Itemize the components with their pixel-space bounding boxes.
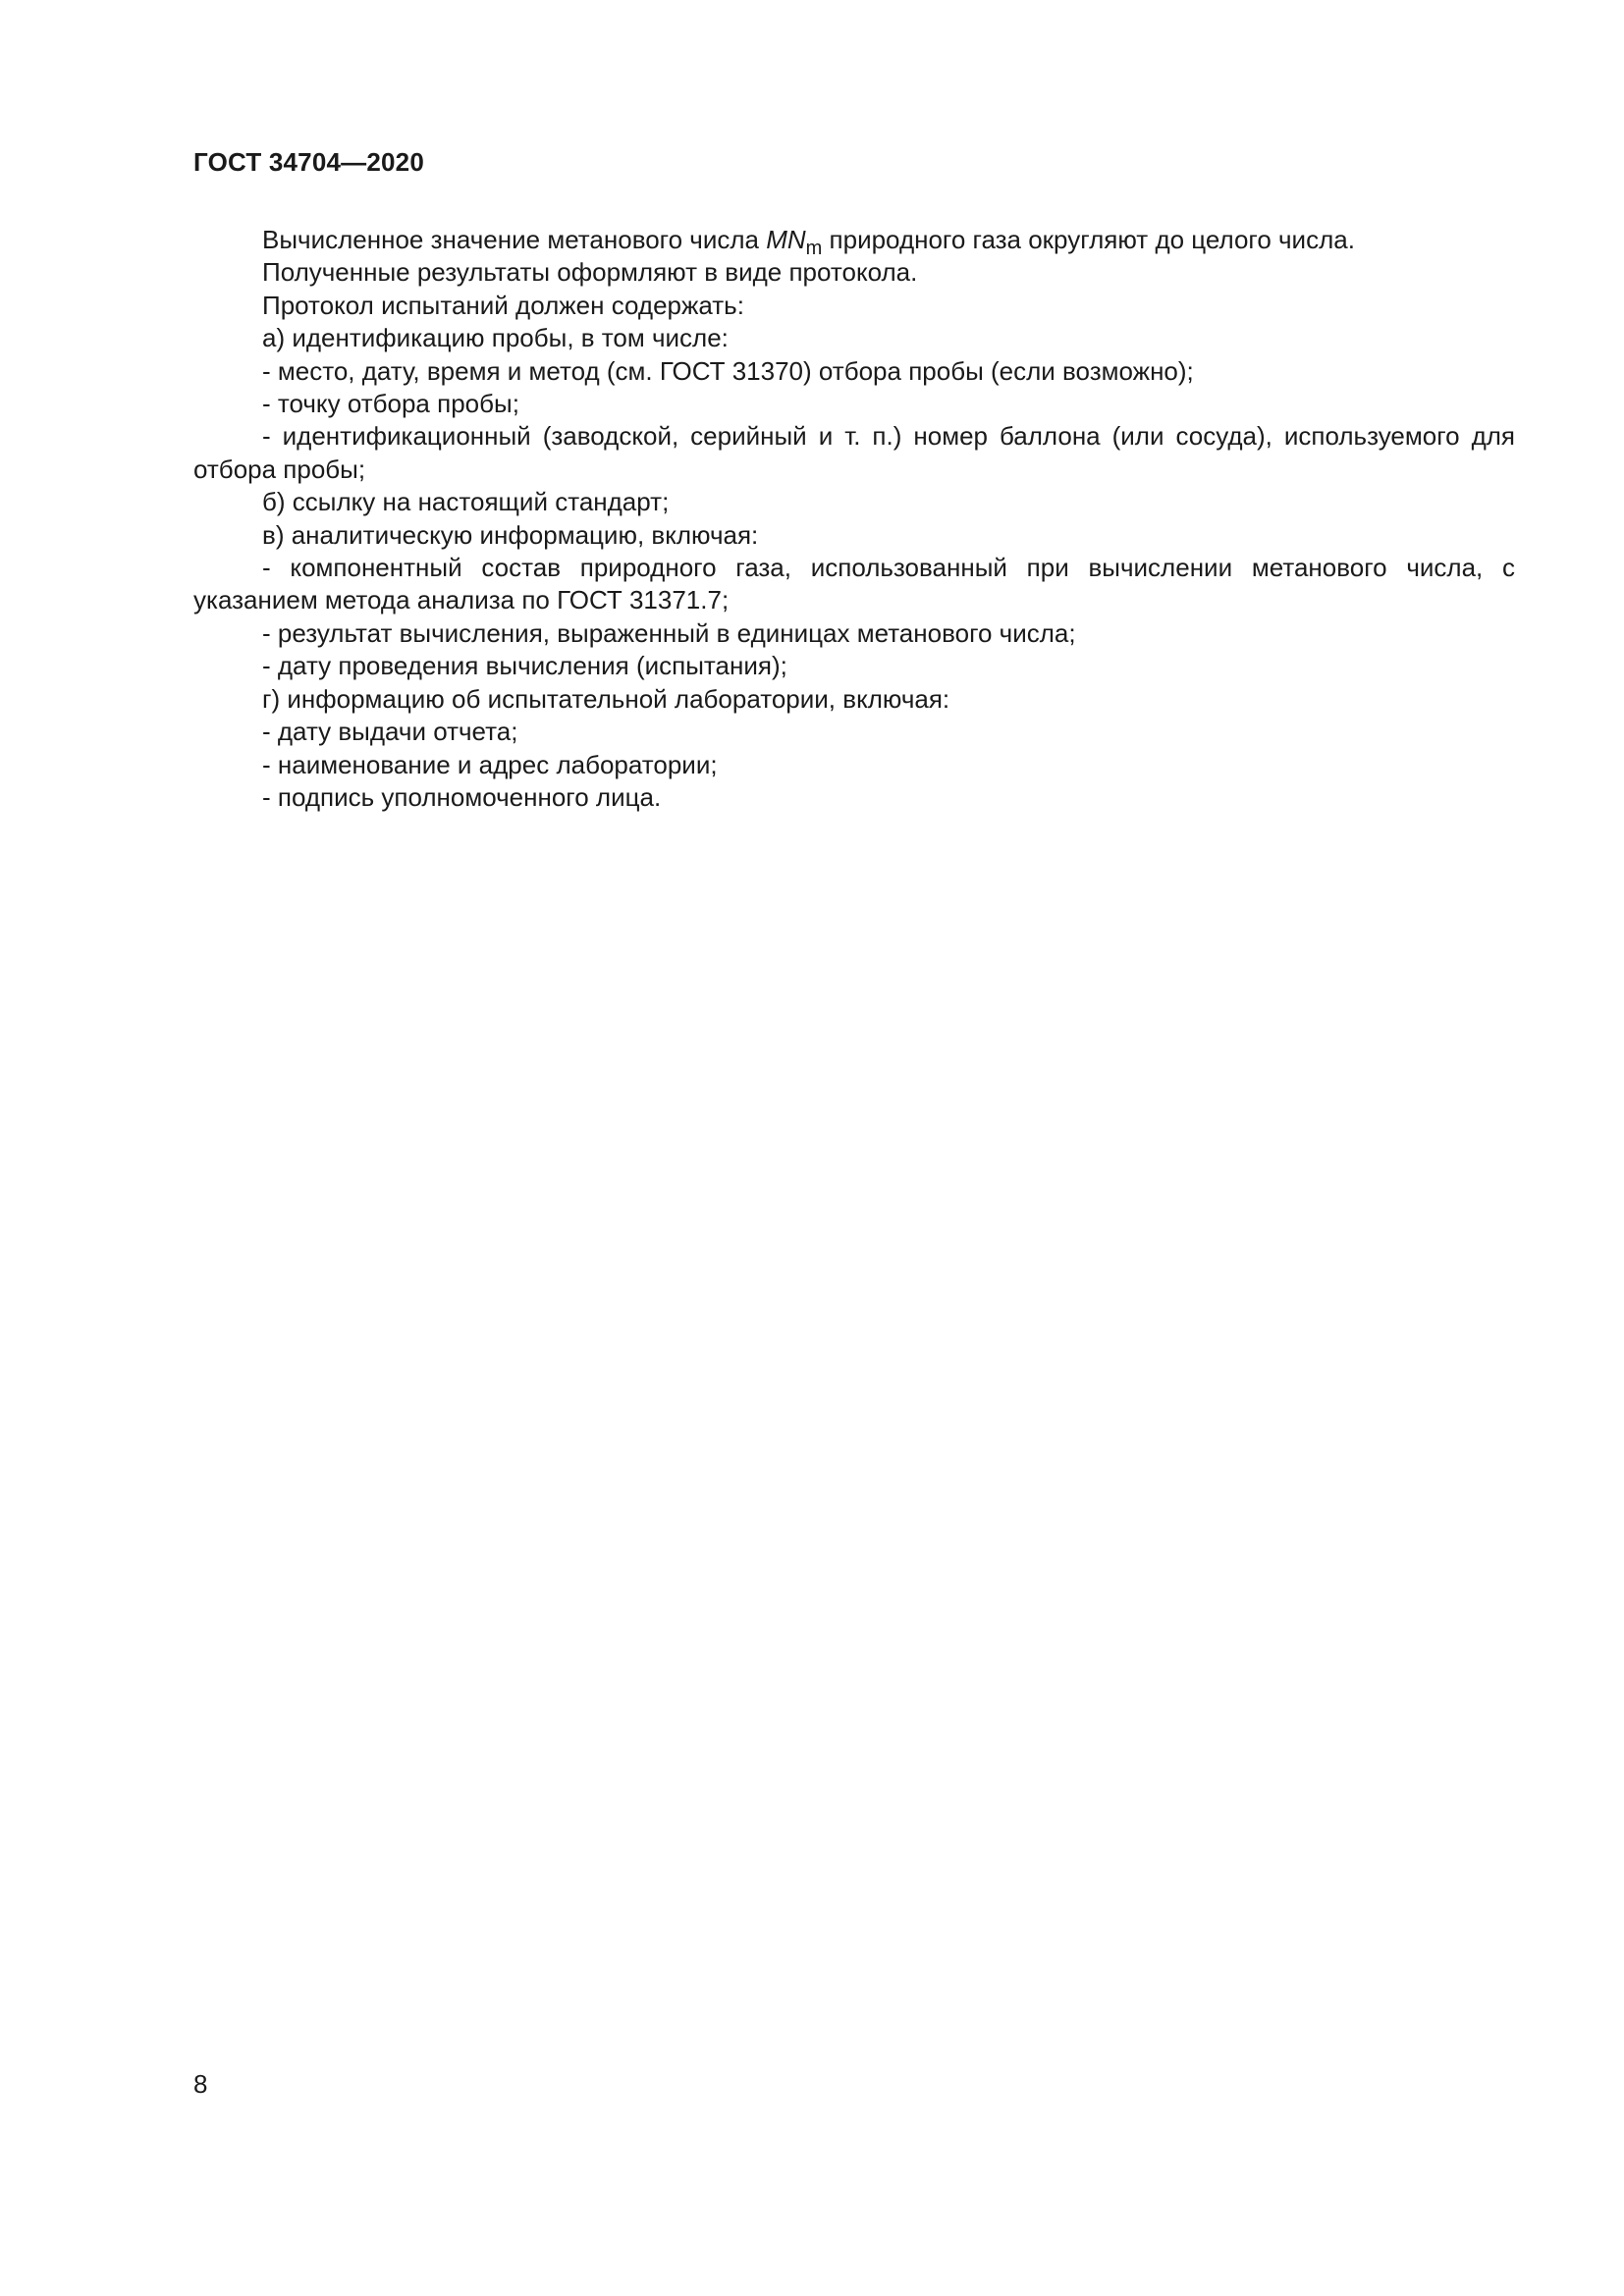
list-subitem: - подпись уполномоченного лица. [262, 781, 662, 812]
text-fragment: природного газа округляют до целого числа. [822, 225, 1355, 254]
list-item: а) идентификацию пробы, в том числе: [262, 323, 729, 353]
list-subitem: - точку отбора пробы; [262, 389, 519, 419]
list-item: б) ссылку на настоящий стандарт; [262, 487, 670, 517]
paragraph: Полученные результаты оформляют в виде протокола. [262, 257, 918, 288]
list-subitem: - компонентный состав природного газа, использованный при вычислении метанового числа, с указанием метода анализа по ГОСТ 31371.7; [193, 553, 1515, 615]
list-subitem: - наименование и адрес лаборатории; [262, 749, 718, 779]
list-item: г) информацию об испытательной лаборатории, включая: [262, 683, 950, 714]
paragraph: Протокол испытаний должен содержать: [262, 290, 744, 320]
text-fragment: Вычисленное значение метанового числа [262, 225, 767, 254]
list-subitem: - дату выдачи отчета; [262, 717, 518, 747]
paragraph-methane-number [193, 224, 1515, 259]
document-body [193, 224, 1515, 814]
list-subitem: - место, дату, время и метод (см. ГОСТ 31370) отбора пробы (если возможно); [262, 355, 1194, 386]
list-subitem: - идентификационный (заводской, серийный и т. п.) номер баллона (или сосуда), используемого для отбора пробы; [193, 421, 1515, 484]
list-subitem: - результат вычисления, выраженный в единицах метанового числа; [262, 617, 1076, 648]
list-subitem: - дату проведения вычисления (испытания); [262, 651, 787, 681]
list-item: в) аналитическую информацию, включая: [262, 519, 759, 550]
page-number: 8 [193, 2069, 208, 2099]
formula-subscript: m [805, 238, 823, 259]
formula-symbol: MN [766, 225, 806, 254]
document-code-header: ГОСТ 34704—2020 [193, 147, 424, 177]
